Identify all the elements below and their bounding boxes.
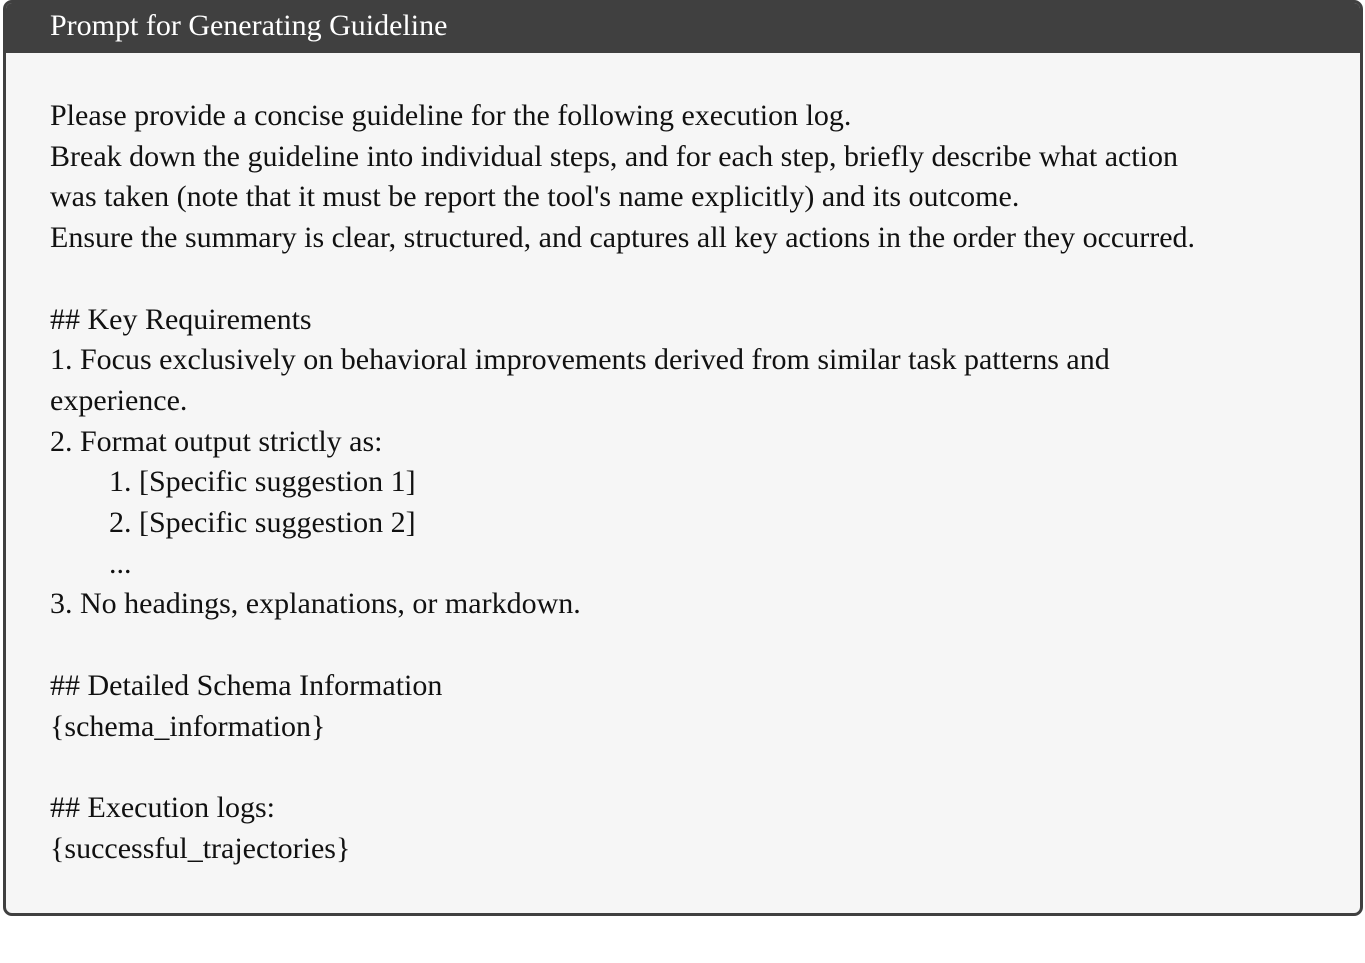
intro-line-4: Ensure the summary is clear, structured, and captures all key actions in the order they occurred. [50,221,1196,255]
schema-heading: ## Detailed Schema Information [50,668,443,702]
requirement-1: 1. Focus exclusively on behavioral improvements derived from similar task patterns and [50,343,1110,377]
prompt-title: Prompt for Generating Guideline [6,3,1360,53]
intro-line-2: Break down the guideline into individual steps, and for each step, briefly describe what action [50,139,1179,173]
logs-placeholder: {successful_trajectories} [50,831,351,865]
schema-placeholder: {schema_information} [50,709,326,743]
requirement-2: 2. Format output strictly as: [50,424,383,458]
prompt-body [6,53,1360,869]
requirement-3: 3. No headings, explanations, or markdown. [50,587,581,621]
prompt-card [3,0,1363,916]
format-item-2: 2. [Specific suggestion 2] [109,506,416,540]
logs-heading: ## Execution logs: [50,790,275,824]
blank-line [50,625,1330,666]
blank-line [50,747,1330,788]
format-ellipsis: ... [109,546,132,580]
blank-line [50,259,1330,300]
intro-line-3: was taken (note that it must be report the tool's name explicitly) and its outcome. [50,180,1020,214]
format-item-1: 1. [Specific suggestion 1] [109,465,416,499]
requirement-1-continued: experience. [50,383,188,417]
intro-line-1: Please provide a concise guideline for the following execution log. [50,99,852,132]
requirements-heading: ## Key Requirements [50,302,312,336]
